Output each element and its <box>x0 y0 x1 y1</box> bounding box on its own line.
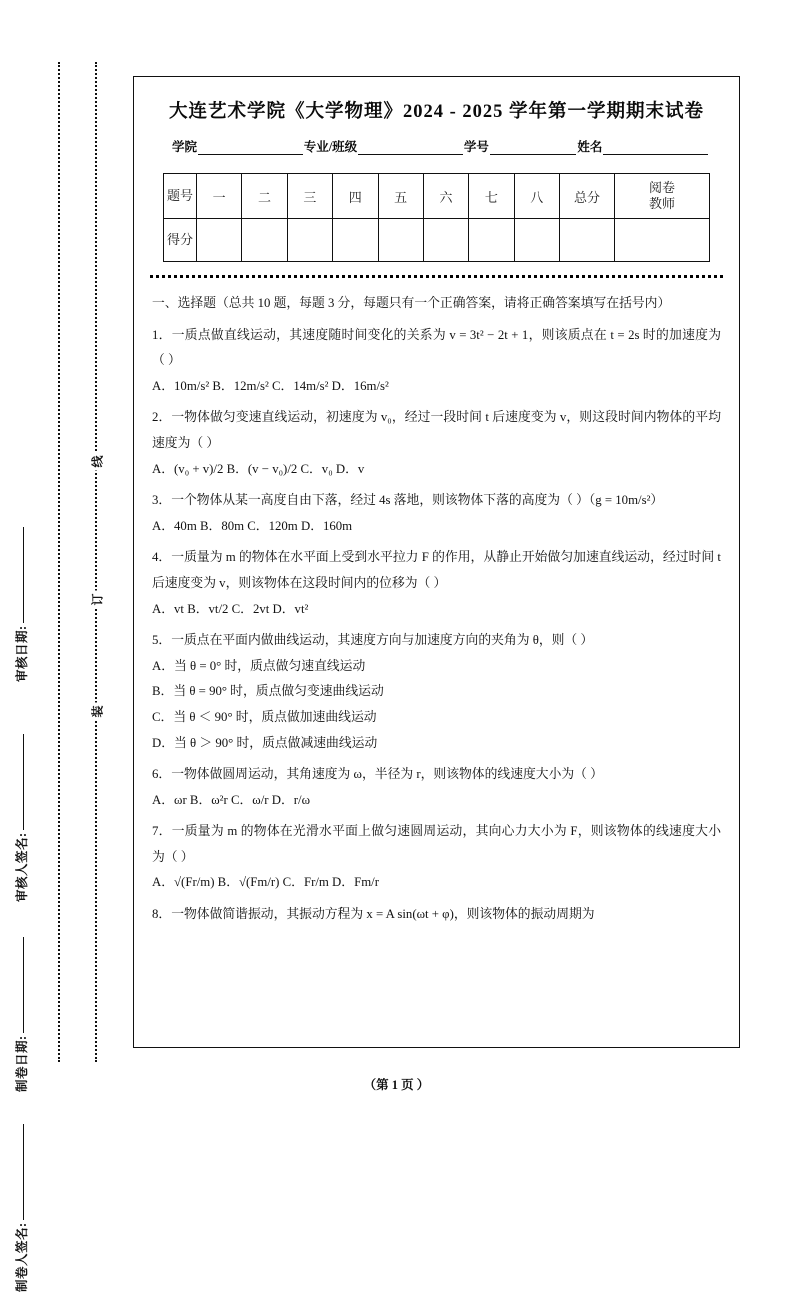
question-3-options: A．40m B．80m C．120m D．160m <box>152 518 353 533</box>
score-cell-7[interactable] <box>469 219 514 262</box>
binding-line-char-1: 线 <box>86 453 109 471</box>
student-id-input[interactable] <box>490 141 576 155</box>
review-date-label <box>12 452 30 682</box>
student-id-label: 学号 <box>463 140 489 154</box>
table-row-scores <box>164 219 710 262</box>
question-7-options: A．√(Fr/m) B．√(Fm/r) C．Fr/m D．Fm/r <box>152 875 379 890</box>
page-number-footer: （第 1 页 ） <box>363 1078 430 1092</box>
binding-line-char-3: 装 <box>86 703 109 721</box>
score-cell-1[interactable] <box>197 219 242 262</box>
score-cell-total[interactable] <box>560 219 615 262</box>
table-row-question-numbers <box>164 174 710 219</box>
question-2-options: A．(v₀ + v)/2 B．(v − v₀)/2 C．v₀ D．v <box>152 461 365 476</box>
review-date-blank <box>23 527 24 623</box>
question-5-stem: 5．一质点在平面内做曲线运动，其速度方向与加速度方向的夹角为 θ，则（ ） <box>152 633 594 648</box>
name-input[interactable] <box>603 141 708 155</box>
section-divider <box>150 275 723 278</box>
col-header-8: 八 <box>514 174 559 219</box>
question-5-option-d: D．当 θ ＞ 90° 时，质点做减速曲线运动 <box>152 735 378 750</box>
score-cell-2[interactable] <box>242 219 287 262</box>
margin-dotted-line-outer <box>58 62 60 1062</box>
score-cell-6[interactable] <box>423 219 468 262</box>
question-8-stem: 8．一物体做简谐振动，其振动方程为 x = A sin(ωt + φ)，则该物体的振动周期为 <box>152 907 595 922</box>
question-3-stem: 3．一个物体从某一高度自由下落，经过 4s 落地，则该物体下落的高度为（ ）（g = 10m/s²） <box>152 493 664 508</box>
reviewer-signature-blank <box>23 734 24 830</box>
exam-body <box>150 291 723 928</box>
col-header-1: 一 <box>197 174 242 219</box>
student-info-row <box>150 137 723 155</box>
col-header-4: 四 <box>333 174 378 219</box>
question-4-stem: 4．一质量为 m 的物体在水平面上受到水平拉力 F 的作用，从静止开始做匀加速直线运动，经过时间 t 后速度变为 v，则该物体在这段时间内的位移为（ ） <box>152 550 721 590</box>
score-cell-4[interactable] <box>333 219 378 262</box>
review-date-text: 审核日期: <box>15 625 29 682</box>
binding-line-char-2: 订 <box>86 591 109 609</box>
paper-date-label <box>12 862 30 1092</box>
question-5-option-c: C．当 θ ＜ 90° 时，质点做加速曲线运动 <box>152 709 377 724</box>
question-1-stem: 1．一质点做直线运动，其速度随时间变化的关系为 v = 3t² − 2t + 1，则该质点在 t = 2s 时的加速度为（ ） <box>152 327 721 368</box>
col-header-5: 五 <box>378 174 423 219</box>
question-6-options: A．ωr B．ω²r C．ω/r D．r/ω <box>152 792 311 807</box>
paper-author-signature-label <box>12 1062 30 1292</box>
margin-dotted-line-inner <box>95 62 97 1062</box>
grading-teacher-line2: 教师 <box>648 196 675 211</box>
question-6-stem: 6．一物体做圆周运动，其角速度为 ω，半径为 r，则该物体的线速度大小为（ ） <box>152 767 603 782</box>
paper-author-signature-text: 制卷人签名: <box>15 1222 29 1292</box>
score-table <box>163 173 710 262</box>
score-cell-5[interactable] <box>378 219 423 262</box>
col-header-6: 六 <box>423 174 468 219</box>
question-2-stem: 2．一物体做匀变速直线运动，初速度为 v₀，经过一段时间 t 后速度变为 v，则这段时间内物体的平均速度为（ ） <box>152 410 721 450</box>
major-class-label: 专业/班级 <box>303 140 358 154</box>
col-header-3: 三 <box>287 174 332 219</box>
score-cell-3[interactable] <box>287 219 332 262</box>
page-title: 大连艺术学院《大学物理》2024 - 2025 学年第一学期期末试卷 <box>168 102 705 122</box>
score-cell-8[interactable] <box>514 219 559 262</box>
exam-sheet <box>133 76 740 1048</box>
col-header-total: 总分 <box>560 174 615 219</box>
reviewer-signature-text: 审核人签名: <box>15 832 29 902</box>
question-7-stem: 7．一质量为 m 的物体在光滑水平面上做匀速圆周运动，其向心力大小为 F，则该物体的线速度大小为（ ） <box>152 824 721 864</box>
paper-date-text: 制卷日期: <box>15 1035 29 1092</box>
paper-date-blank <box>23 937 24 1033</box>
col-header-grading-teacher <box>615 174 710 219</box>
grading-teacher-line1: 阅卷 <box>648 180 675 196</box>
major-class-input[interactable] <box>358 141 463 155</box>
row-label-score: 得分 <box>164 219 197 262</box>
col-header-7: 七 <box>469 174 514 219</box>
question-5-option-b: B．当 θ = 90° 时，质点做匀变速曲线运动 <box>152 684 384 699</box>
question-1-options: A．10m/s² B．12m/s² C．14m/s² D．16m/s² <box>152 378 389 393</box>
row-label-question-number: 题号 <box>164 174 197 219</box>
question-5-option-a: A．当 θ = 0° 时，质点做匀速直线运动 <box>152 658 366 673</box>
section-heading-1: 一、选择题（总共 10 题，每题 3 分，每题只有一个正确答案，请将正确答案填写在括号内） <box>152 296 671 310</box>
paper-author-signature-blank <box>23 1124 24 1220</box>
college-label: 学院 <box>172 140 198 154</box>
score-cell-grading-teacher[interactable] <box>615 219 710 262</box>
col-header-2: 二 <box>242 174 287 219</box>
college-input[interactable] <box>198 141 303 155</box>
left-margin-annotations <box>0 0 120 1292</box>
question-4-options: A．vt B．vt/2 C．2vt D．vt² <box>152 601 309 616</box>
name-label: 姓名 <box>577 140 603 154</box>
